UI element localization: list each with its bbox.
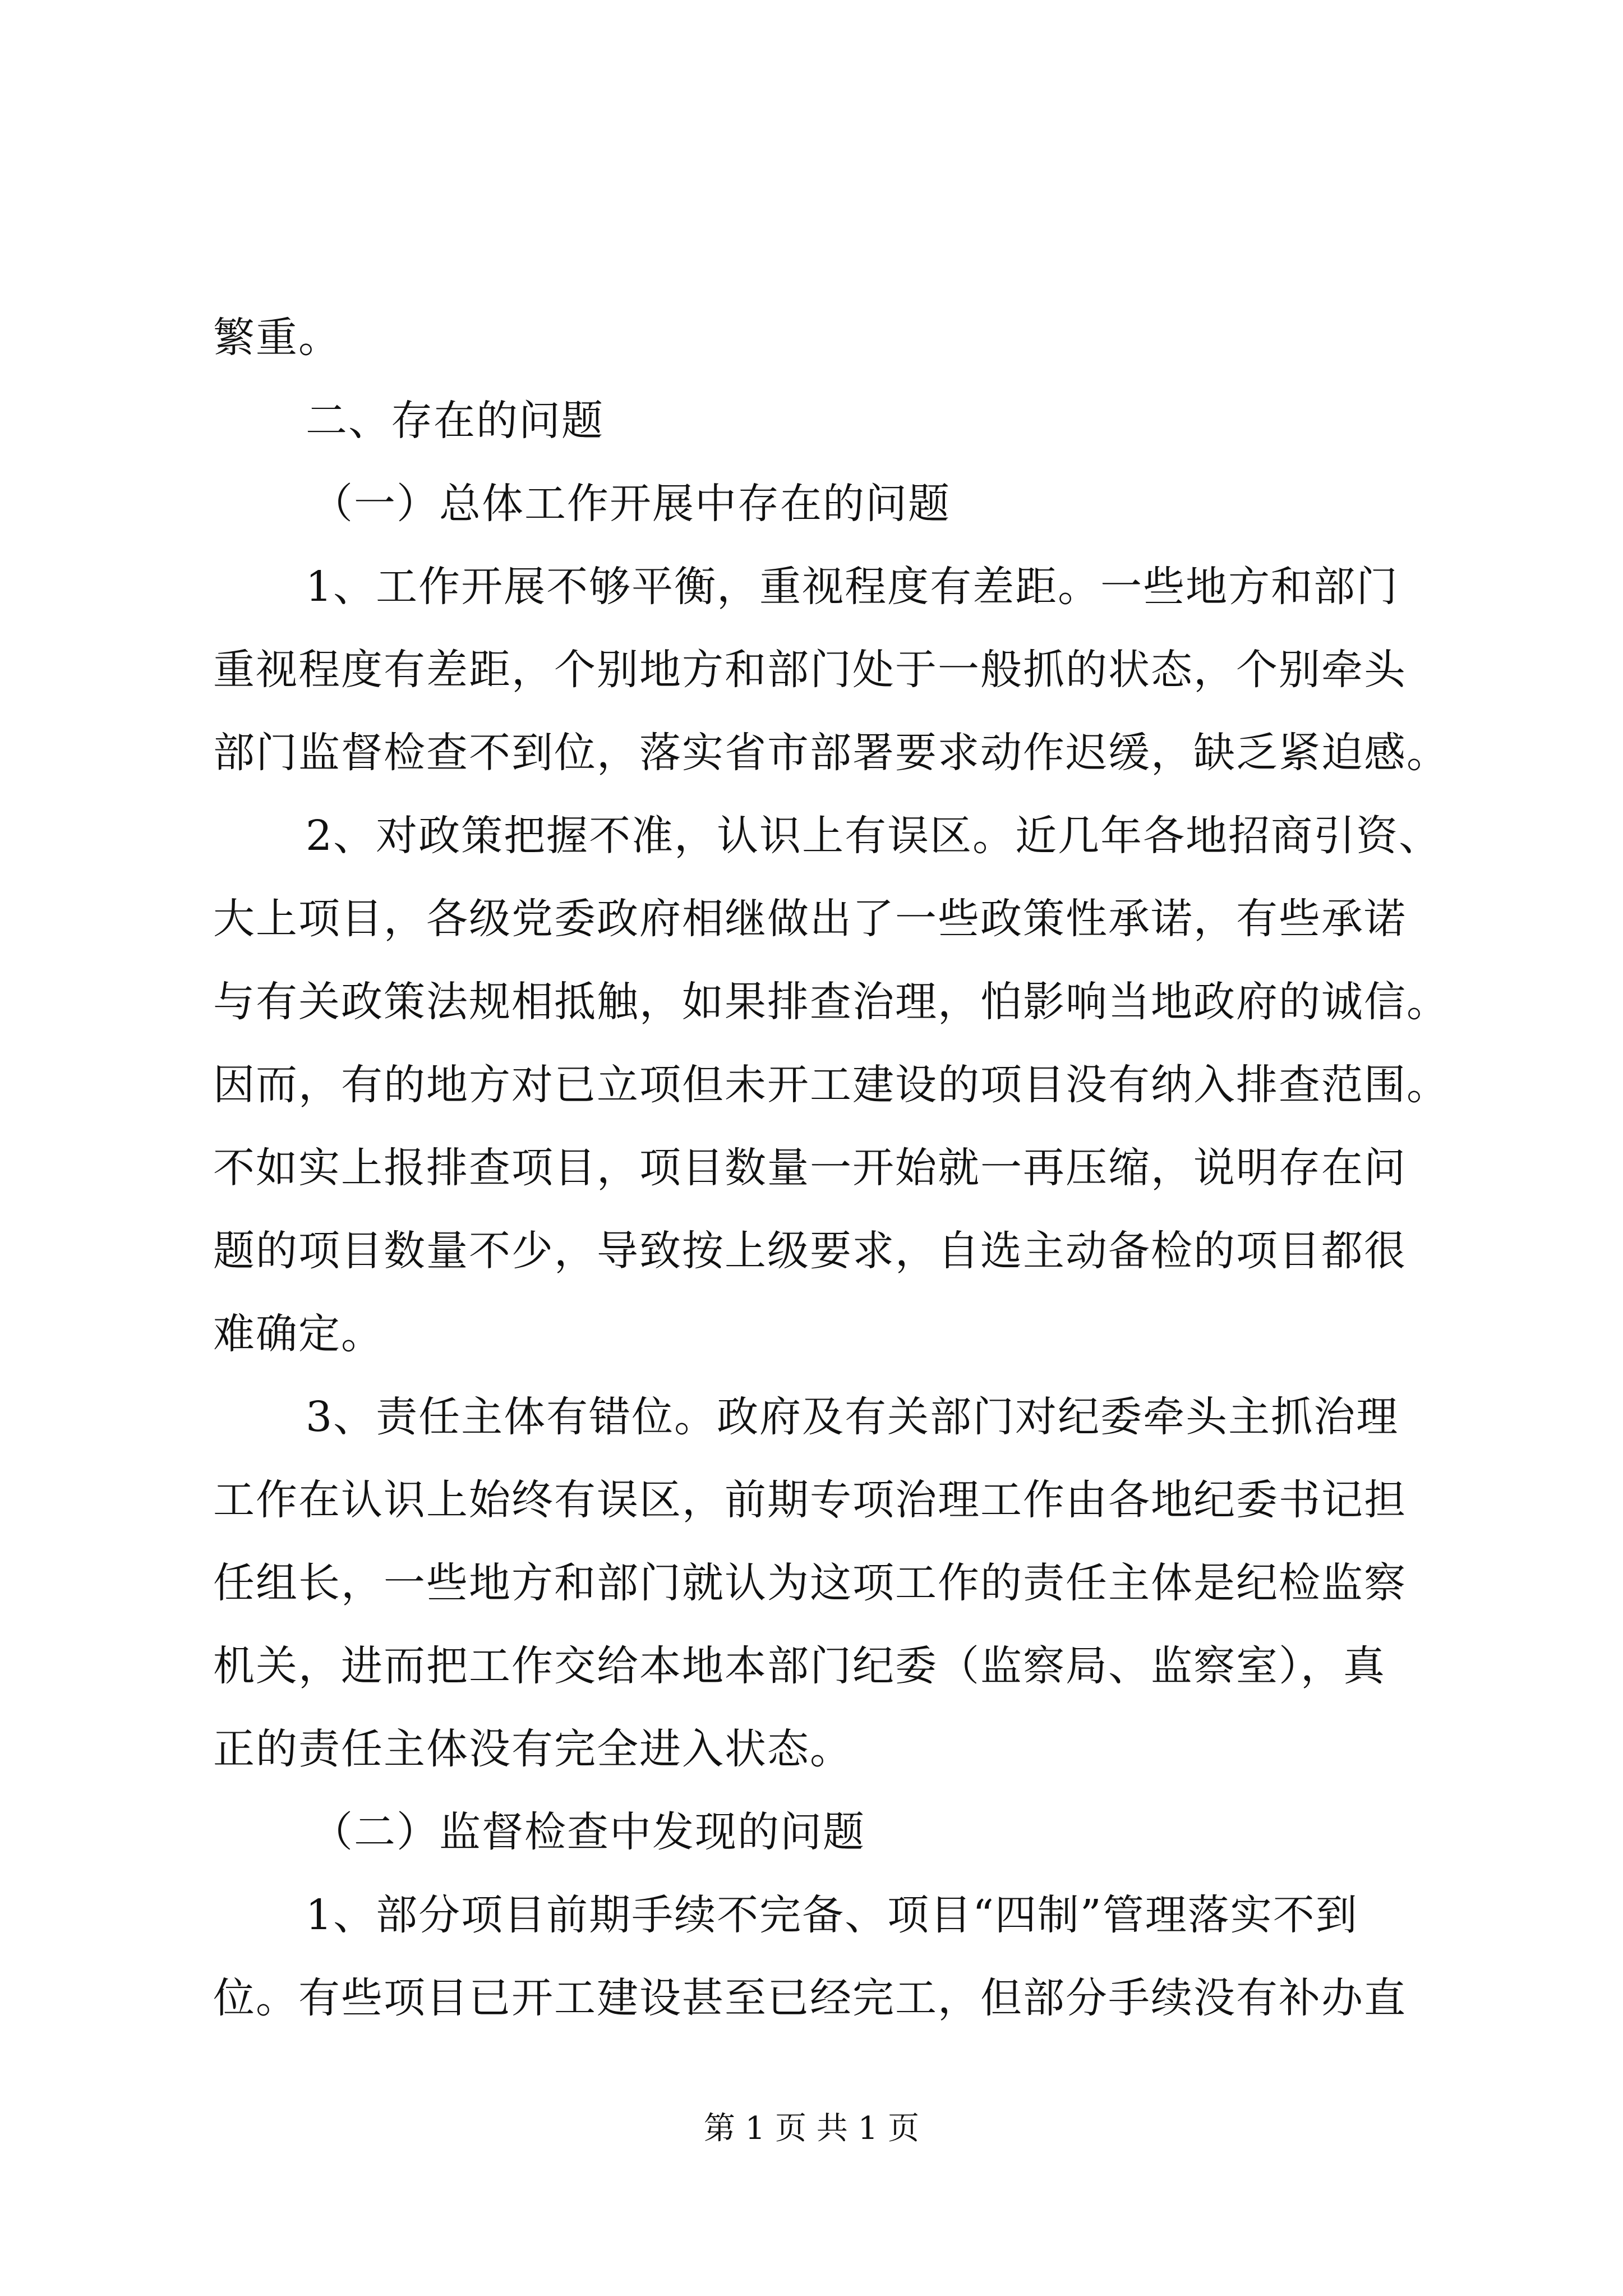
text-line: 任组长，一些地方和部门就认为这项工作的责任主体是纪检监察 — [213, 1559, 1407, 1607]
section-heading: 二、存在的问题 — [306, 397, 604, 445]
text-line: 不如实上报排查项目，项目数量一开始就一再压缩，说明存在问 — [213, 1144, 1407, 1192]
text-line: 与有关政策法规相抵触，如果排查治理，怕影响当地政府的诚信。 — [213, 978, 1449, 1026]
text-line: 重视程度有差距，个别地方和部门处于一般抓的状态，个别牵头 — [213, 646, 1407, 694]
subsection-heading: （二）监督检查中发现的问题 — [311, 1808, 865, 1856]
text-line: 2、对政策把握不准，认识上有误区。近几年各地招商引资、 — [306, 812, 1442, 860]
text-line: 正的责任主体没有完全进入状态。 — [213, 1725, 852, 1773]
text-line: 位。有些项目已开工建设甚至已经完工，但部分手续没有补办直 — [213, 1974, 1407, 2022]
text-line: 因而，有的地方对已立项但未开工建设的项目没有纳入排查范围。 — [213, 1061, 1449, 1109]
text-line: 工作在认识上始终有误区，前期专项治理工作由各地纪委书记担 — [213, 1476, 1407, 1524]
page-footer: 第 1 页 共 1 页 — [703, 2110, 920, 2147]
subsection-heading: （一）总体工作开展中存在的问题 — [311, 480, 951, 528]
text-line: 大上项目，各级党委政府相继做出了一些政策性承诺，有些承诺 — [213, 895, 1407, 943]
text-line: 部门监督检查不到位，落实省市部署要求动作迟缓，缺乏紧迫感。 — [213, 729, 1449, 777]
text-line: 难确定。 — [213, 1310, 384, 1358]
text-line: 题的项目数量不少，导致按上级要求，自选主动备检的项目都很 — [213, 1227, 1407, 1275]
text-line: 3、责任主体有错位。政府及有关部门对纪委牵头主抓治理 — [306, 1393, 1399, 1441]
text-line: 机关，进而把工作交给本地本部门纪委（监察局、监察室），真 — [213, 1642, 1386, 1690]
text-line: 1、工作开展不够平衡，重视程度有差距。一些地方和部门 — [306, 563, 1399, 611]
text-line: 繁重。 — [213, 314, 341, 362]
text-line: 1、部分项目前期手续不完备、项目“四制”管理落实不到 — [306, 1891, 1358, 1939]
